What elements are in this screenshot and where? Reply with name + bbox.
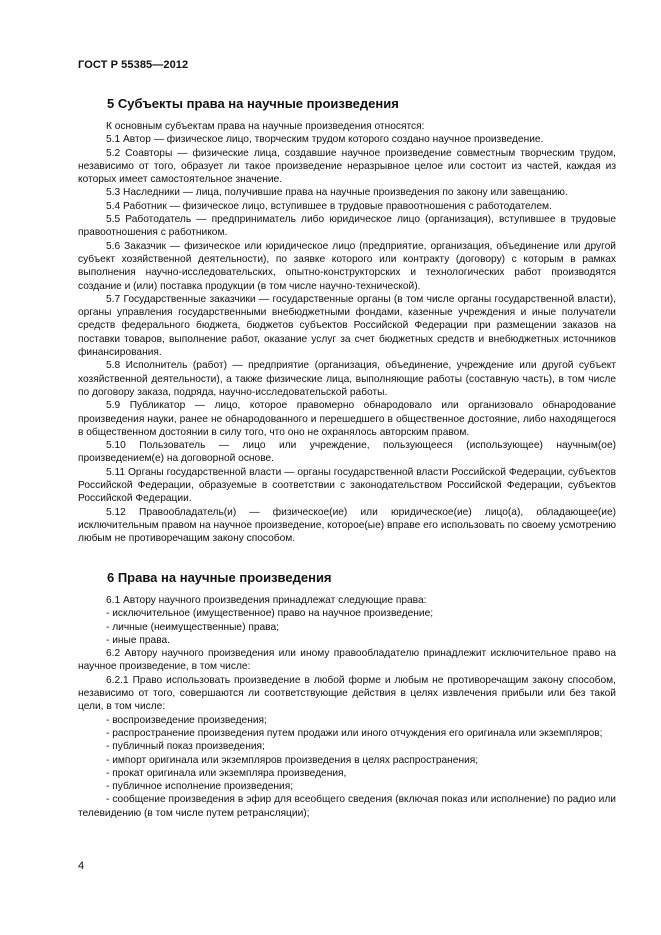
list-item: - распространение произведения путем продажи или иного отчуждения его оригинала или экземпляров;	[106, 727, 603, 739]
page-number: 4	[78, 860, 85, 872]
list-item: - иные права.	[106, 634, 171, 646]
paragraph: 5.9 Публикатор — лицо, которое правомерно обнародовало или организовало обнародование произведения науки, ранее не обнародованного и перешедшего в общественное достояние, либо находящегося в общественном достоянии в силу того, что оно не охранялось авторским правом.	[78, 400, 616, 438]
paragraph: К основным субъектам права на научные произведения относятся:	[106, 121, 425, 132]
list-item: - импорт оригинала или экземпляров произведения в целях распространения;	[106, 754, 479, 766]
paragraph: 5.1 Автор — физическое лицо, творческим трудом которого создано научное произведение.	[106, 134, 544, 146]
paragraph: 5.3 Наследники — лица, получившие права на научные произведения по закону или завещанию.	[106, 187, 568, 199]
paragraph: 5.7 Государственные заказчики — государственные органы (в том числе органы государственной власти), органы управления государственными внебюджетными фондами, казенные учреждения и иные получатели средств федерального бюджета, бюджетов субъектов Российской Федерации при размещении заказов на поставки товаров, выполнение работ, оказание услуг за счет бюджетных средств и внебюджетных источников финансирования.	[78, 293, 616, 359]
paragraph: 6.1 Автору научного произведения принадлежат следующие права:	[106, 595, 427, 606]
list-item: - сообщение произведения в эфир для всеобщего сведения (включая показ или исполнение) по радио или телевидению (в том числе путем ретрансляции);	[78, 794, 616, 819]
paragraph: 6.2.1 Право использовать произведение в любой форме и любым не противоречащим закону способом, независимо от того, совершаются ли соответствующие действия в целях извлечения прибыли или без такой цели, в том числе:	[78, 674, 616, 713]
paragraph: 5.6 Заказчик — физическое или юридическое лицо (предприятие, организация, объединение или другой субъект хозяйственной деятельности), по заявке которого или контракту (договору) с которым в рамках выполнения научно-исследовательских, опытно-конструкторских и технологических работ производятся создание и (или) поставка продукции (в том числе научно-технической).	[78, 240, 616, 292]
paragraph: 6.2 Автору научного произведения или иному правообладателю принадлежит исключительное право на научное произведение, в том числе:	[78, 648, 616, 673]
paragraph: 5.2 Соавторы — физические лица, создавшие научное произведение совместным творческим трудом, независимо от того, образует ли такое произведение неразрывное целое или состоит из частей, каждая из которых имеет самостоятельное значение.	[78, 147, 616, 186]
list-item: - исключительное (имущественное) право на научное произведение;	[106, 608, 434, 620]
list-item: - воспроизведение произведения;	[106, 714, 267, 726]
section-6-title: 6 Права на научные произведения	[107, 570, 332, 585]
section-5-title: 5 Субъекты права на научные произведения	[107, 96, 399, 111]
list-item: - публичное исполнение произведения;	[106, 781, 294, 793]
paragraph: 5.12 Правообладатель(и) — физическое(ие) или юридическое(ие) лицо(а), обладающее(ие) исключительным правом на научное произведение, которое(ые) вправе его использовать по своему усмотрению любым не противоречащим закону способом.	[78, 506, 616, 545]
list-item: - личные (неимущественные) права;	[106, 621, 279, 633]
paragraph: 5.10 Пользователь — лицо или учреждение, пользующееся (использующее) научным(ое) произведением(е) на договорной основе.	[78, 440, 616, 465]
paragraph: 5.5 Работодатель — предприниматель либо юридическое лицо (организация), вступившее в трудовые правоотношения с работником.	[78, 214, 616, 239]
section-6	[78, 570, 616, 820]
list-item: - публичный показ произведения;	[106, 741, 265, 753]
paragraph: 5.4 Работник — физическое лицо, вступившее в трудовые правоотношения с работодателем.	[106, 200, 552, 212]
list-item: - прокат оригинала или экземпляра произведения,	[106, 767, 347, 779]
paragraph: 5.11 Органы государственной власти — органы государственной власти Российской Федерации, субъектов Российской Федерации, образуемые в соответствии с законодательством Российской Федерации, субъектов Российской Федерации.	[78, 466, 616, 505]
section-5	[78, 96, 616, 546]
standard-header: ГОСТ Р 55385—2012	[78, 59, 189, 71]
paragraph: 5.8 Исполнитель (работ) — предприятие (организация, объединение, учреждение или другой субъект хозяйственной деятельности), а также физические лица, выполняющие работы (составную часть), в том числе по договору заказа, подряда, научно-исследовательской работы.	[78, 360, 616, 398]
